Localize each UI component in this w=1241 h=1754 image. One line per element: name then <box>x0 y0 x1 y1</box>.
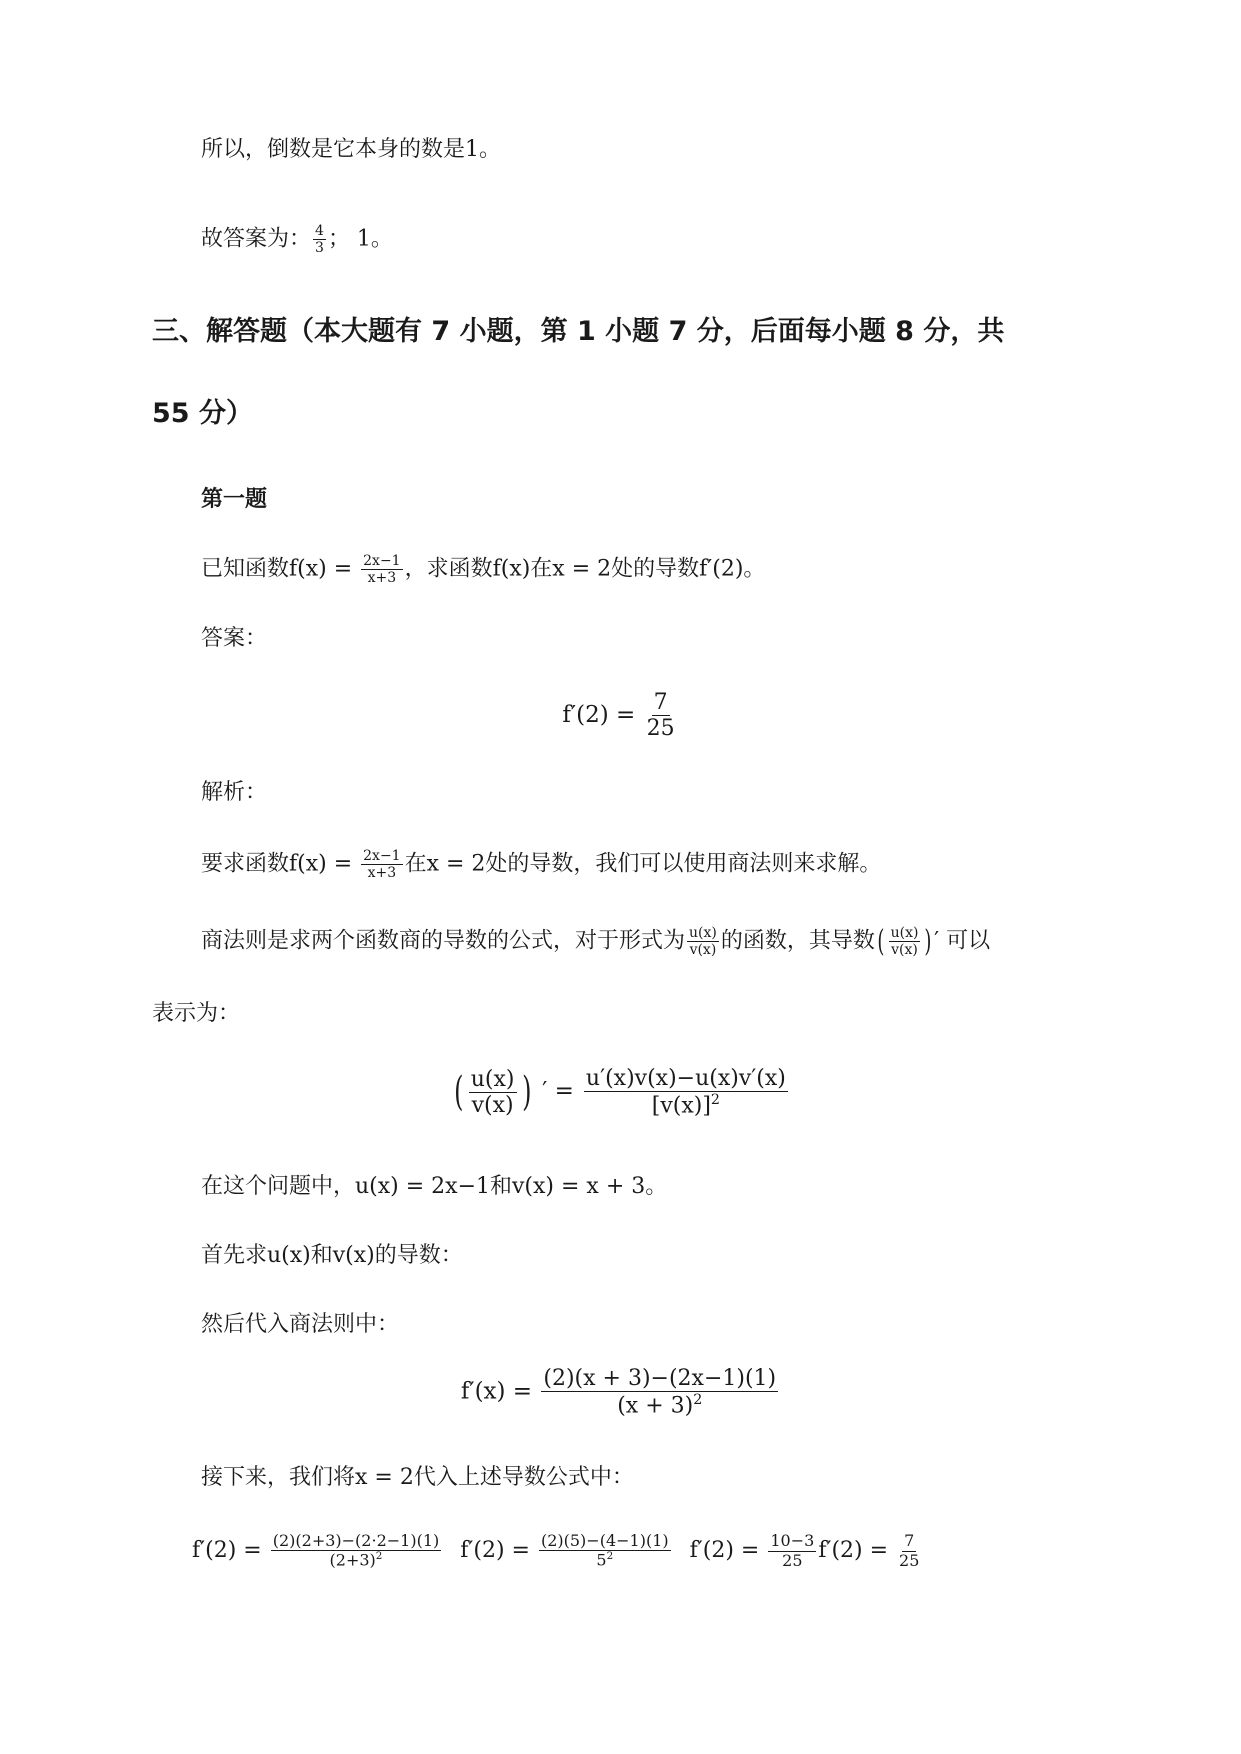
analysis-line-5: 首先求u(x)和v(x)的导数： <box>201 1243 463 1268</box>
quotient-rule-prime-equals: ′ = <box>542 1078 574 1105</box>
analysis-2-middle: 的函数，其导数 <box>720 928 875 954</box>
fraction-numerator: 7 <box>653 690 668 715</box>
computation-4-fraction <box>897 1532 921 1570</box>
answer-summary-suffix: ； 1。 <box>327 226 393 252</box>
analysis-line-4: 在这个问题中，u(x) = 2x−1和v(x) = x + 3。 <box>201 1174 668 1199</box>
analysis-line-2 <box>201 925 990 958</box>
fraction-denominator: 25 <box>899 1550 920 1570</box>
quotient-rule-formula <box>0 1066 1241 1119</box>
computation-chain <box>192 1532 923 1570</box>
fraction-denominator: v(x) <box>689 942 717 959</box>
denominator-exponent: 2 <box>693 1392 703 1409</box>
computation-4-lhs: f′(2) = <box>818 1538 896 1564</box>
fraction-denominator <box>650 1092 722 1119</box>
analysis-line-7: 接下来，我们将x = 2代入上述导数公式中： <box>201 1465 634 1490</box>
fraction-denominator: v(x) <box>891 942 918 959</box>
question-fraction <box>361 553 402 586</box>
analysis-1-fraction <box>361 848 402 881</box>
analysis-2-suffix: ′ 可以 <box>934 928 991 954</box>
answer-label: 答案： <box>201 626 268 651</box>
substituted-derivative-formula <box>0 1366 1241 1419</box>
denominator-exponent: 2 <box>606 1550 614 1563</box>
section-heading-line2: 55 分） <box>152 398 253 429</box>
analysis-1-suffix: 在x = 2处的导数，我们可以使用商法则来求解。 <box>404 851 882 877</box>
computation-2-fraction <box>539 1532 671 1570</box>
fraction-denominator: 3 <box>315 240 324 257</box>
right-paren: ) <box>924 923 932 959</box>
analysis-2-derivative-fraction <box>889 925 921 958</box>
analysis-1-prefix: 要求函数f(x) = <box>201 851 360 877</box>
fraction-numerator: u(x) <box>689 925 717 941</box>
substituted-lhs: f′(x) = <box>460 1378 540 1405</box>
fraction-numerator: (2)(x + 3)−(2x−1)(1) <box>543 1366 777 1391</box>
quotient-rule-lhs-fraction <box>469 1067 517 1119</box>
fraction-numerator: 4 <box>315 223 324 239</box>
fraction-numerator: 7 <box>904 1531 915 1551</box>
text-line-answer-summary <box>201 223 393 256</box>
fraction-denominator <box>615 1392 704 1419</box>
analysis-line-1 <box>201 848 881 881</box>
section-heading-line1: 三、解答题（本大题有 7 小题，第 1 小题 7 分，后面每小题 8 分，共 <box>152 316 1005 347</box>
fraction-denominator: x+3 <box>367 865 397 882</box>
analysis-label: 解析： <box>201 780 268 805</box>
question-title: 第一题 <box>201 487 268 512</box>
analysis-line-3: 表示为： <box>152 1001 241 1026</box>
fraction-denominator: 25 <box>646 716 675 742</box>
denominator-exponent: 2 <box>710 1092 721 1109</box>
computation-1-fraction <box>271 1532 442 1570</box>
analysis-2-prefix: 商法则是求两个函数商的导数的公式，对于形式为 <box>201 928 686 954</box>
fraction-four-thirds <box>313 223 326 256</box>
computation-3-fraction <box>768 1532 816 1570</box>
fraction-denominator: x+3 <box>367 570 397 587</box>
computation-2-lhs: f′(2) = <box>460 1538 537 1564</box>
analysis-line-6: 然后代入商法则中： <box>201 1312 400 1337</box>
left-paren: ( <box>877 923 885 959</box>
fraction-numerator: (2)(2+3)−(2·2−1)(1) <box>272 1531 440 1550</box>
text-line-reciprocal-conclusion: 所以，倒数是它本身的数是1。 <box>201 137 501 162</box>
computation-1-lhs: f′(2) = <box>192 1538 269 1564</box>
analysis-2-fraction <box>687 925 719 958</box>
answer-equation <box>0 690 1241 742</box>
fraction-numerator: u(x) <box>890 925 919 941</box>
answer-fraction <box>645 690 677 742</box>
denominator-base: (2+3) <box>329 1550 376 1570</box>
denominator-base: [v(x)] <box>651 1093 711 1119</box>
quotient-rule-rhs-fraction <box>584 1066 788 1119</box>
fraction-denominator: v(x) <box>471 1092 514 1118</box>
question-suffix: ，求函数f(x)在x = 2处的导数f′(2)。 <box>404 556 766 582</box>
fraction-denominator: 25 <box>782 1550 803 1570</box>
denominator-base: (x + 3) <box>617 1393 694 1419</box>
answer-summary-prefix: 故答案为： <box>201 226 312 252</box>
substituted-fraction <box>541 1366 778 1419</box>
fraction-numerator: 2x−1 <box>363 553 401 569</box>
question-statement <box>201 553 765 586</box>
denominator-exponent: 2 <box>375 1550 383 1563</box>
fraction-denominator <box>594 1551 615 1570</box>
fraction-numerator: 10−3 <box>770 1531 815 1551</box>
fraction-numerator: 2x−1 <box>363 848 401 864</box>
denominator-base: 5 <box>596 1550 607 1570</box>
left-paren: ( <box>454 1069 464 1116</box>
fraction-numerator: u(x) <box>470 1066 515 1092</box>
right-paren: ) <box>521 1069 531 1116</box>
question-prefix: 已知函数f(x) = <box>201 556 360 582</box>
answer-lhs: f′(2) = <box>562 701 643 728</box>
computation-3-lhs: f′(2) = <box>689 1538 767 1564</box>
fraction-denominator <box>328 1551 385 1570</box>
fraction-numerator: u′(x)v(x)−u(x)v′(x) <box>585 1066 786 1091</box>
fraction-numerator: (2)(5)−(4−1)(1) <box>540 1531 669 1550</box>
